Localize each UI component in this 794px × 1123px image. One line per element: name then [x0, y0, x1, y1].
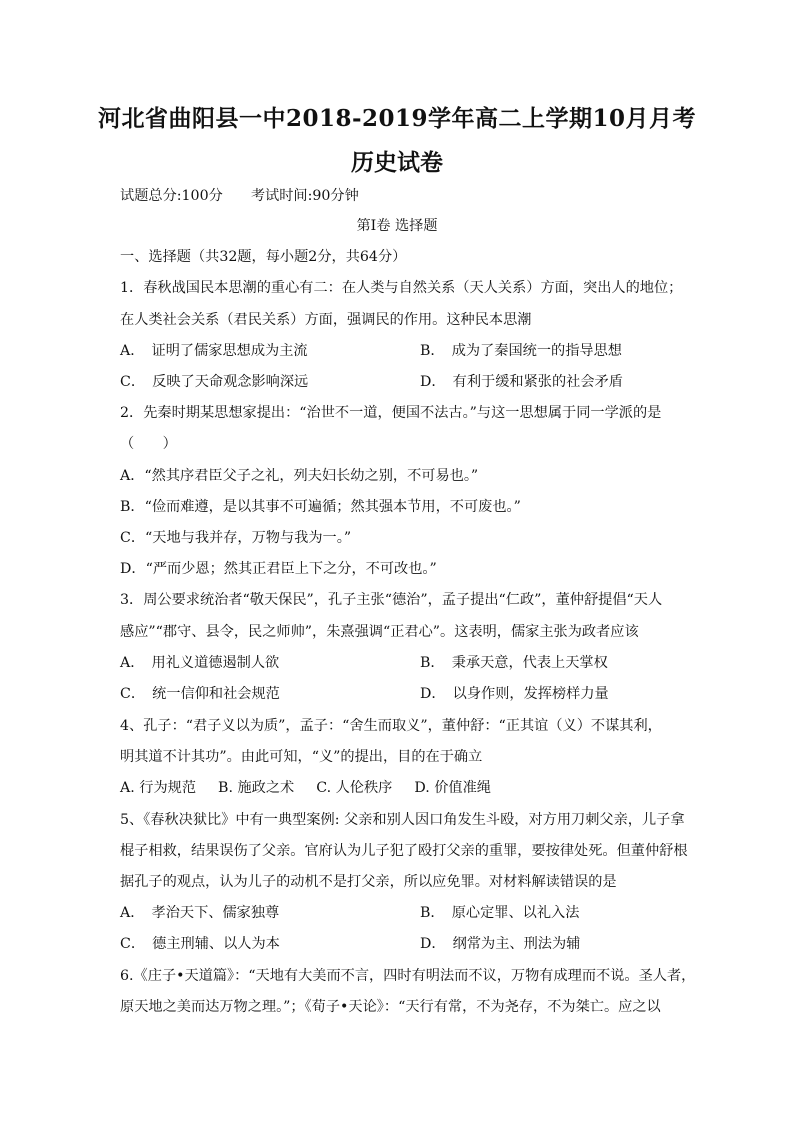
q4-stem-line1: 4、孔子：“君子义以为质”，孟子：“舍生而取义”，董仲舒：“正其谊（义）不谋其利， [120, 718, 662, 734]
q4-options [120, 778, 680, 798]
q4-option-d: D. 价值准绳 [414, 780, 491, 796]
q5-option-c: C． 德主刑辅、以人为本 [120, 936, 280, 952]
q5-stem-line2: 棍子相救，结果误伤了父亲。官府认为儿子犯了殴打父亲的重罪，要按律处死。但董仲舒根 [120, 843, 688, 859]
q5-stem-line1: 5、《春秋决狱比》中有一典型案例: 父亲和别人因口角发生斗殴，对方用刀刺父亲，儿子拿 [120, 812, 685, 828]
q3-option-d: D． 以身作则，发挥榜样力量 [420, 686, 609, 702]
q3-option-b: B． 秉承天意，代表上天掌权 [420, 655, 608, 671]
q2-stem-line2: （ ） [120, 436, 177, 452]
q3-option-a: A． 用礼义道德遏制人欲 [120, 655, 280, 671]
exam-time: 考试时间:90分钟 [250, 188, 359, 204]
q1-option-d: D． 有利于缓和紧张的社会矛盾 [420, 374, 623, 390]
volume-heading: 第Ⅰ卷 选择题 [356, 218, 438, 234]
q2-option-c: C．“天地与我并存，万物与我为一。” [120, 530, 352, 546]
q6-stem-line1: 6.《庄子•天道篇》：“天地有大美而不言，四时有明法而不议，万物有成理而不说。圣人者， [120, 968, 696, 984]
q5-option-d: D． 纲常为主、刑法为辅 [420, 936, 581, 952]
q3-stem-line2: 感应”“郡守、县令，民之师帅”，朱熹强调“正君心”。这表明，儒家主张为政者应该 [120, 624, 639, 640]
q6-stem-line2: 原天地之美而达万物之理。”；《荀子•天论》：“天行有常，不为尧存，不为桀亡。应之以 [120, 999, 661, 1015]
q2-option-d: D．“严而少恩；然其正君臣上下之分，不可改也。” [120, 561, 437, 577]
q1-option-a: A． 证明了儒家思想成为主流 [120, 343, 308, 359]
q2-option-b: B．“俭而难遵，是以其事不可遍循；然其强本节用，不可废也。” [120, 499, 521, 515]
q4-option-a: A. 行为规范 [120, 780, 197, 796]
section-heading: 一、选择题（共32题，每小题2分，共64分） [120, 249, 407, 265]
q1-stem-line2: 在人类社会关系（君民关系）方面，强调民的作用。这种民本思潮 [120, 312, 532, 328]
exam-title: 河北省曲阳县一中2018-2019学年高二上学期10月月考 [97, 105, 697, 132]
q5-option-b: B． 原心定罪、以礼入法 [420, 905, 580, 921]
q1-option-b: B． 成为了秦国统一的指导思想 [420, 343, 622, 359]
q4-option-c: C. 人伦秩序 [316, 780, 393, 796]
q5-option-a: A． 孝治天下、儒家独尊 [120, 905, 280, 921]
total-score: 试题总分:100分 [120, 188, 223, 204]
q4-stem-line2: 明其道不计其功”。由此可知，“义”的提出，目的在于确立 [120, 749, 483, 765]
q2-option-a: A．“然其序君臣父子之礼，列夫妇长幼之别，不可易也。” [120, 468, 479, 484]
q3-stem-line1: 3．周公要求统治者“敬天保民”，孔子主张“德治”，孟子提出“仁政”，董仲舒提倡“天人 [120, 592, 663, 608]
q1-option-c: C． 反映了天命观念影响深远 [120, 374, 309, 390]
q2-stem-line1: 2．先秦时期某思想家提出：“治世不一道，便国不法古。”与这一思想属于同一学派的是 [120, 405, 662, 421]
q3-option-c: C． 统一信仰和社会规范 [120, 686, 280, 702]
exam-meta [120, 186, 680, 206]
q4-option-b: B. 施政之术 [218, 780, 295, 796]
exam-subject-title: 历史试卷 [351, 149, 443, 176]
q1-stem-line1: 1．春秋战国民本思潮的重心有二：在人类与自然关系（天人关系）方面，突出人的地位； [120, 280, 683, 296]
q5-stem-line3: 据孔子的观点，认为儿子的动机不是打父亲，所以应免罪。对材料解读错误的是 [120, 874, 617, 890]
